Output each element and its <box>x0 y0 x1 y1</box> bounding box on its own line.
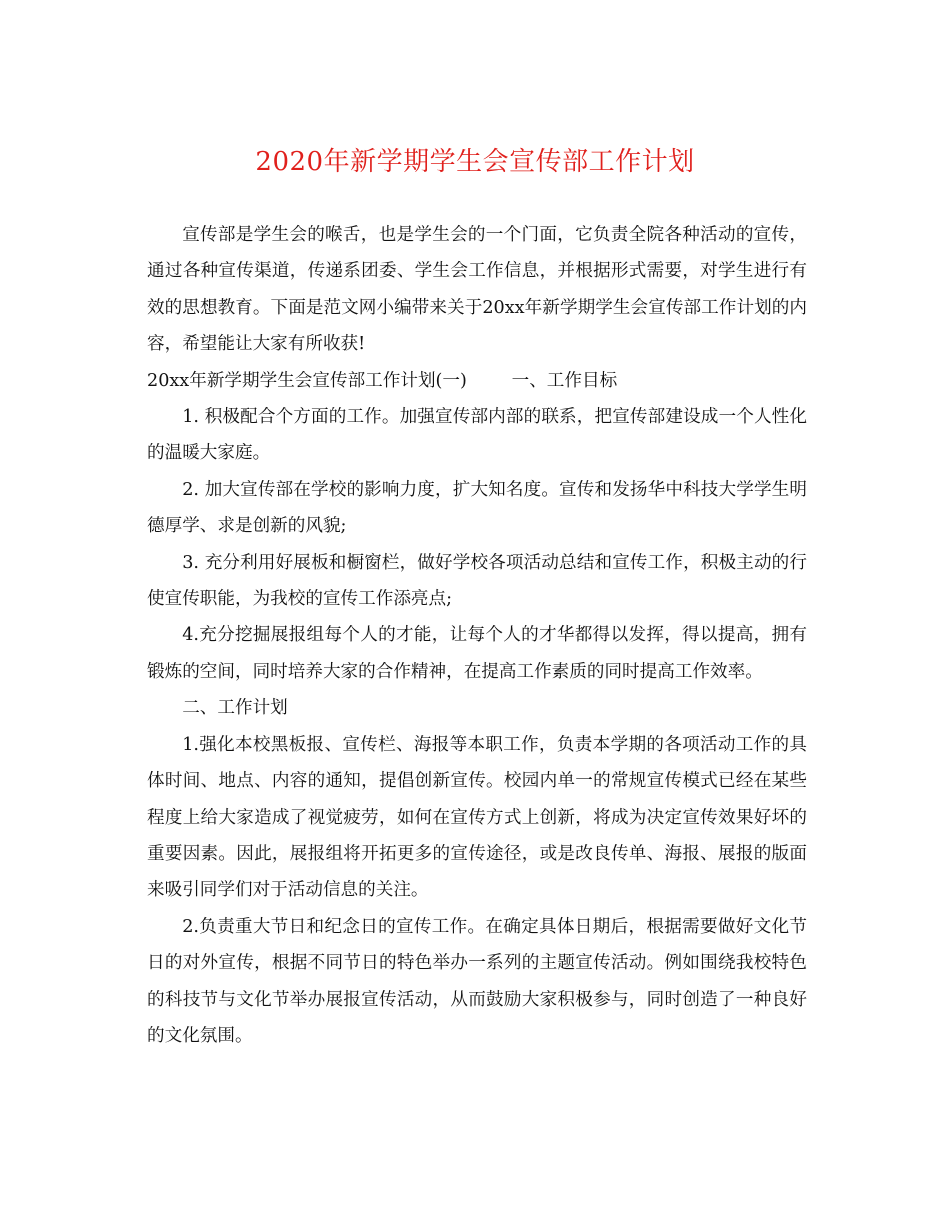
document-title: 2020年新学期学生会宣传部工作计划 <box>255 147 695 177</box>
goal-item-2: 2. 加大宣传部在学校的影响力度，扩大知名度。宣传和发扬华中科技大学学生明德厚学、求是创新的风貌; <box>147 479 807 537</box>
section-heading-plan-one: 20xx年新学期学生会宣传部工作计划(一) 一、工作目标 <box>147 370 618 391</box>
goal-item-3: 3. 充分利用好展板和橱窗栏，做好学校各项活动总结和宣传工作，积极主动的行使宣传职能，为我校的宣传工作添亮点; <box>147 552 807 610</box>
goal-item-1: 1. 积极配合个方面的工作。加强宣传部内部的联系，把宣传部建设成一个人性化的温暖大家庭。 <box>147 407 807 464</box>
section-heading-work-plan: 二、工作计划 <box>182 698 288 719</box>
document-body <box>147 217 807 1054</box>
intro-paragraph: 宣传部是学生会的喉舌，也是学生会的一个门面，它负责全院各种活动的宣传，通过各种宣传渠道，传递系团委、学生会工作信息，并根据形式需要，对学生进行有效的思想教育。下面是范文网小编带来关于20xx年新学期学生会宣传部工作计划的内容，希望能让大家有所收获! <box>147 225 807 355</box>
goal-item-4: 4.充分挖掘展报组每个人的才能，让每个人的才华都得以发挥，得以提高，拥有锻炼的空间，同时培养大家的合作精神，在提高工作素质的同时提高工作效率。 <box>147 625 807 682</box>
plan-item-2: 2.负责重大节日和纪念日的宣传工作。在确定具体日期后，根据需要做好文化节日的对外宣传，根据不同节日的特色举办一系列的主题宣传活动。例如围绕我校特色的科技节与文化节举办展报宣传活动，从而鼓励大家积极参与，同时创造了一种良好的文化氛围。 <box>147 916 807 1046</box>
plan-item-1: 1.强化本校黑板报、宣传栏、海报等本职工作，负责本学期的各项活动工作的具体时间、地点、内容的通知，提倡创新宣传。校园内单一的常规宣传模式已经在某些程度上给大家造成了视觉疲劳，如何在宣传方式上创新，将成为决定宣传效果好坏的重要因素。因此，展报组将开拓更多的宣传途径，或是改良传单、海报、展报的版面来吸引同学们对于活动信息的关注。 <box>147 734 807 901</box>
